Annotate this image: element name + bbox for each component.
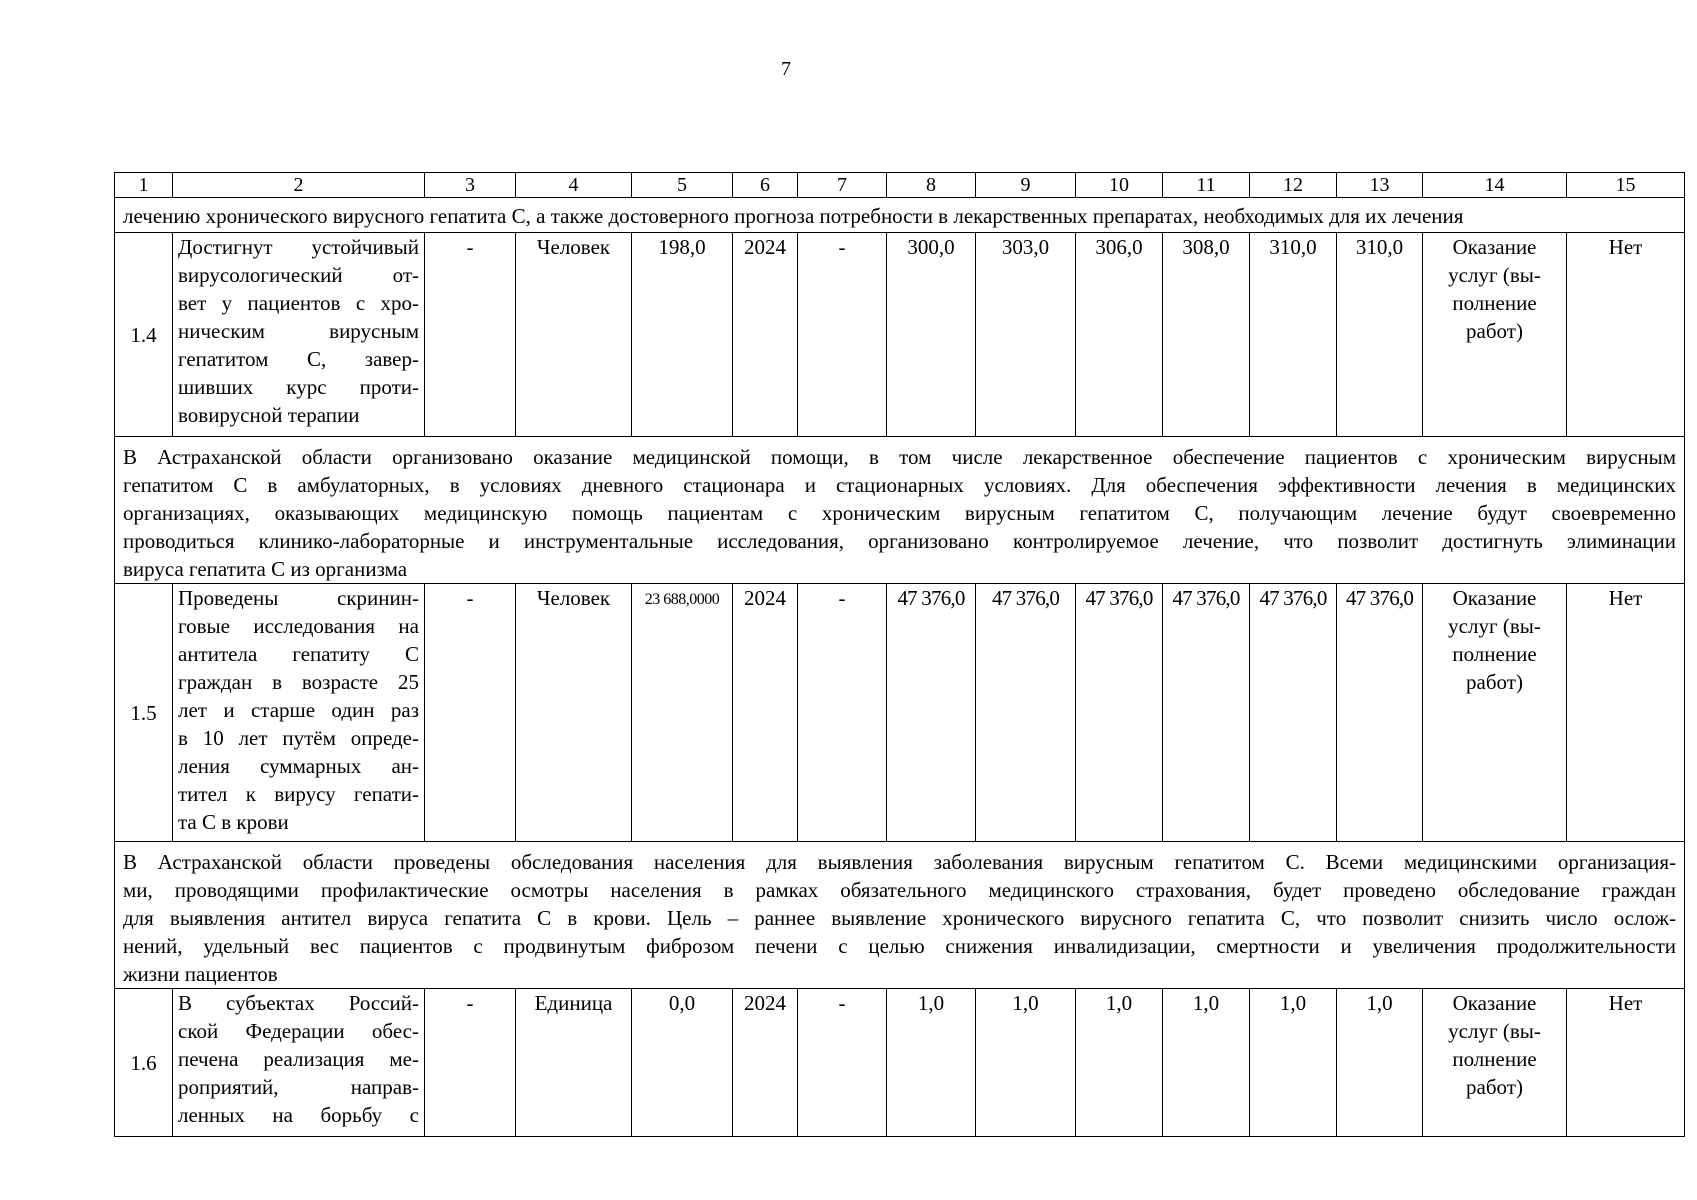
indicator-name-line: В субъектах Россий-: [178, 991, 419, 1015]
value-cell: 303,0: [976, 233, 1076, 437]
base-value-cell: 0,0: [632, 989, 733, 1137]
header-cell: 10: [1076, 173, 1163, 198]
type-line: работ): [1466, 670, 1523, 694]
header-cell: 5: [632, 173, 733, 198]
description-line: организациях, оказывающих медицинскую помощь пациентам с хроническим вирусным гепатитом С, получающим лечение будут своевременно: [123, 501, 1676, 525]
description-line: проводиться клинико-лабораторные и инструментальные исследования, организовано контролируемое лечение, что позволит достигнуть элиминации: [123, 529, 1676, 553]
header-cell: 9: [976, 173, 1076, 198]
col3-cell: -: [425, 584, 516, 842]
unit-cell: Человек: [516, 233, 632, 437]
indicator-name-line: роприятий, направ-: [178, 1075, 419, 1099]
indicator-name-line: граждан в возрасте 25: [178, 670, 419, 694]
indicator-name-line: лет и старше один раз: [178, 698, 419, 722]
continuation-text: лечению хронического вирусного гепатита С, а также достоверного прогноза потребности в лекарственных препаратах, необходимых для их лечения: [115, 198, 1685, 233]
col3-cell: -: [425, 989, 516, 1137]
type-cell: [1423, 584, 1567, 842]
value-cell: 300,0: [887, 233, 976, 437]
value-cell: 308,0: [1163, 233, 1250, 437]
type-cell: [1423, 989, 1567, 1137]
description-line: ми, проводящими профилактические осмотры населения в рамках обязательного медицинского страхования, будет проведено обследование граждан: [123, 878, 1676, 902]
header-cell: 2: [173, 173, 425, 198]
description-text: [115, 437, 1685, 584]
value-cell: 47 376,0: [1250, 584, 1337, 842]
description-line: В Астраханской области организовано оказание медицинской помощи, в том числе лекарственное обеспечение пациентов с хроническим вирусным: [123, 445, 1676, 469]
indicator-name-line: ленных на борьбу с: [178, 1103, 419, 1127]
col7-cell: -: [798, 989, 887, 1137]
value-cell: 1,0: [976, 989, 1076, 1137]
indicator-name-line: антитела гепатиту С: [178, 642, 419, 666]
indicator-name-line: говые исследования на: [178, 614, 419, 638]
type-line: услуг (вы-: [1448, 614, 1541, 638]
type-line: Оказание: [1452, 235, 1537, 259]
value-cell: 47 376,0: [1337, 584, 1423, 842]
table-row-1-6: [115, 989, 1685, 1137]
type-cell: [1423, 233, 1567, 437]
header-cell: 1: [115, 173, 173, 198]
type-line: работ): [1466, 1075, 1523, 1099]
indicator-name-line: гепатитом С, завер-: [178, 347, 419, 371]
type-line: услуг (вы-: [1448, 1019, 1541, 1043]
table-row-1-4: [115, 233, 1685, 437]
type-line: работ): [1466, 319, 1523, 343]
indicator-name-line: в 10 лет путём опреде-: [178, 726, 419, 750]
col3-cell: -: [425, 233, 516, 437]
value-cell: 1,0: [1250, 989, 1337, 1137]
value-cell: 47 376,0: [976, 584, 1076, 842]
description-line: для выявления антител вируса гепатита С в крови. Цель – раннее выявление хронического вирусного гепатита С, что позволит снизить число ослож-: [123, 906, 1676, 930]
indicator-name-line: вет у пациентов с хро-: [178, 291, 419, 315]
type-line: полнение: [1452, 1047, 1537, 1071]
indicator-name: [173, 233, 425, 437]
header-row: [115, 173, 1685, 198]
description-line: жизни пациентов: [123, 962, 278, 986]
base-year-cell: 2024: [733, 233, 798, 437]
indicator-name-line: Достигнут устойчивый: [178, 235, 419, 259]
header-cell: 4: [516, 173, 632, 198]
indicator-name-line: ническим вирусным: [178, 319, 419, 343]
value-cell: 47 376,0: [887, 584, 976, 842]
table-row-1-5: [115, 584, 1685, 842]
description-row: [115, 842, 1685, 989]
description-line: вируса гепатита С из организма: [123, 557, 408, 581]
type-line: полнение: [1452, 642, 1537, 666]
type-line: Оказание: [1452, 586, 1537, 610]
row-number: 1.4: [115, 233, 173, 437]
indicator-name-line: вовирусной терапии: [178, 403, 360, 427]
value-cell: 306,0: [1076, 233, 1163, 437]
header-cell: 13: [1337, 173, 1423, 198]
indicator-name-line: вирусологический от-: [178, 263, 419, 287]
description-text: [115, 842, 1685, 989]
header-cell: 3: [425, 173, 516, 198]
base-value-cell: 198,0: [632, 233, 733, 437]
indicator-name-line: та С в крови: [178, 810, 289, 834]
value-cell: 1,0: [887, 989, 976, 1137]
col15-cell: Нет: [1567, 989, 1685, 1137]
col7-cell: -: [798, 233, 887, 437]
description-line: В Астраханской области проведены обследования населения для выявления заболевания вирусным гепатитом С. Всеми медицинскими организация-: [123, 850, 1676, 874]
header-cell: 8: [887, 173, 976, 198]
indicator-name-line: тител к вирусу гепати-: [178, 782, 419, 806]
value-cell: 310,0: [1337, 233, 1423, 437]
indicator-name: [173, 584, 425, 842]
indicator-name: [173, 989, 425, 1137]
type-line: полнение: [1452, 291, 1537, 315]
indicator-name-line: ления суммарных ан-: [178, 754, 419, 778]
col15-cell: Нет: [1567, 233, 1685, 437]
indicator-name-line: шивших курс проти-: [178, 375, 419, 399]
value-cell: 310,0: [1250, 233, 1337, 437]
row-number: 1.6: [115, 989, 173, 1137]
base-year-cell: 2024: [733, 989, 798, 1137]
unit-cell: Человек: [516, 584, 632, 842]
description-row: [115, 437, 1685, 584]
page-number: 7: [781, 58, 791, 80]
value-cell: 1,0: [1337, 989, 1423, 1137]
header-cell: 12: [1250, 173, 1337, 198]
value-cell: 47 376,0: [1163, 584, 1250, 842]
value-cell: 1,0: [1076, 989, 1163, 1137]
col15-cell: Нет: [1567, 584, 1685, 842]
value-cell: 47 376,0: [1076, 584, 1163, 842]
indicators-table: [114, 172, 1685, 1137]
col7-cell: -: [798, 584, 887, 842]
value-cell: 1,0: [1163, 989, 1250, 1137]
row-number: 1.5: [115, 584, 173, 842]
indicator-name-line: ской Федерации обес-: [178, 1019, 419, 1043]
unit-cell: Единица: [516, 989, 632, 1137]
type-line: услуг (вы-: [1448, 263, 1541, 287]
type-line: Оказание: [1452, 991, 1537, 1015]
continuation-row: [115, 198, 1685, 233]
base-value-cell: 23 688,0000: [632, 584, 733, 842]
header-cell: 14: [1423, 173, 1567, 198]
indicator-name-line: Проведены скринин-: [178, 586, 419, 610]
header-cell: 15: [1567, 173, 1685, 198]
header-cell: 7: [798, 173, 887, 198]
description-line: нений, удельный вес пациентов с продвинутым фиброзом печени с целью снижения инвалидизации, смертности и увеличения продолжительности: [123, 934, 1676, 958]
description-line: гепатитом С в амбулаторных, в условиях дневного стационара и стационарных условиях. Для обеспечения эффективности лечения в медицинских: [123, 473, 1676, 497]
header-cell: 11: [1163, 173, 1250, 198]
base-year-cell: 2024: [733, 584, 798, 842]
header-cell: 6: [733, 173, 798, 198]
indicator-name-line: печена реализация ме-: [178, 1047, 419, 1071]
